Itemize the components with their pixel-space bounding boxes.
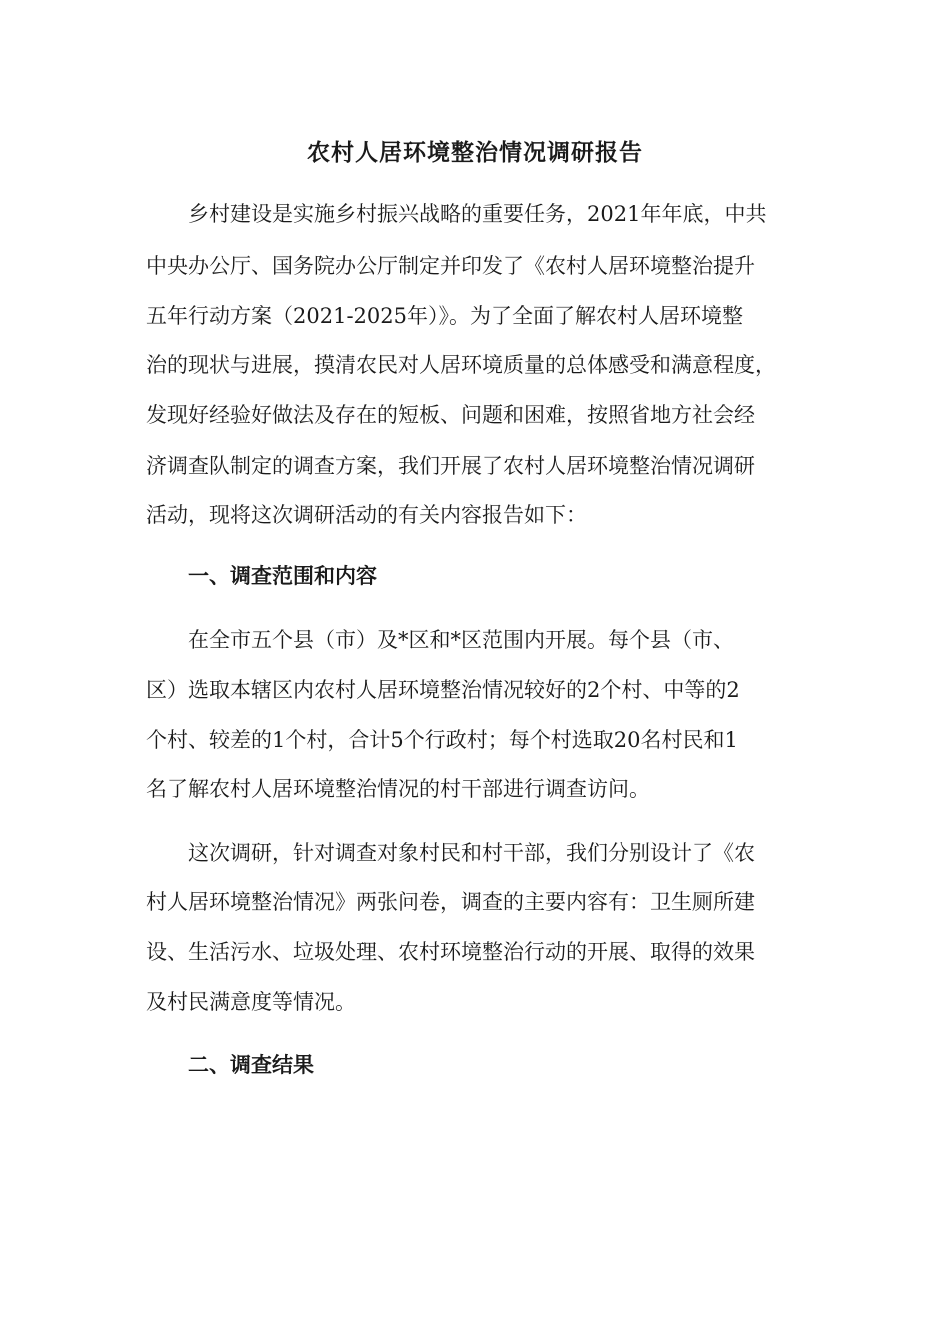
paragraph-1-line-1: 乡村建设是实施乡村振兴战略的重要任务，2021年年底，中共 bbox=[188, 202, 767, 226]
paragraph-2-line-3: 个村、较差的1个村，合计5个行政村；每个村选取20名村民和1 bbox=[146, 728, 738, 752]
paragraph-3-line-4: 及村民满意度等情况。 bbox=[146, 990, 356, 1014]
paragraph-1-line-7: 活动，现将这次调研活动的有关内容报告如下： bbox=[146, 503, 587, 527]
paragraph-2-line-2: 区）选取本辖区内农村人居环境整治情况较好的2个村、中等的2 bbox=[146, 678, 740, 702]
paragraph-1-line-4: 治的现状与进展，摸清农民对人居环境质量的总体感受和满意程度， bbox=[146, 353, 776, 377]
paragraph-1-line-3: 五年行动方案（2021-2025年）》。为了全面了解农村人居环境整 bbox=[146, 304, 743, 328]
paragraph-1-line-6: 济调查队制定的调查方案，我们开展了农村人居环境整治情况调研 bbox=[146, 454, 755, 478]
paragraph-1-line-5: 发现好经验好做法及存在的短板、问题和困难，按照省地方社会经 bbox=[146, 403, 755, 427]
paragraph-3-line-3: 设、生活污水、垃圾处理、农村环境整治行动的开展、取得的效果 bbox=[146, 940, 755, 964]
paragraph-3-line-1: 这次调研，针对调查对象村民和村干部，我们分别设计了《农 bbox=[188, 841, 755, 865]
paragraph-2-line-4: 名了解农村人居环境整治情况的村干部进行调查访问。 bbox=[146, 777, 650, 801]
document-title: 农村人居环境整治情况调研报告 bbox=[307, 139, 643, 166]
paragraph-3-line-2: 村人居环境整治情况》两张问卷，调查的主要内容有：卫生厕所建 bbox=[146, 890, 755, 914]
section-heading-2: 二、调查结果 bbox=[188, 1052, 314, 1077]
section-heading-1: 一、调查范围和内容 bbox=[188, 563, 377, 588]
paragraph-2-line-1: 在全市五个县（市）及*区和*区范围内开展。每个县（市、 bbox=[188, 628, 734, 652]
paragraph-1-line-2: 中央办公厅、国务院办公厅制定并印发了《农村人居环境整治提升 bbox=[146, 254, 755, 278]
